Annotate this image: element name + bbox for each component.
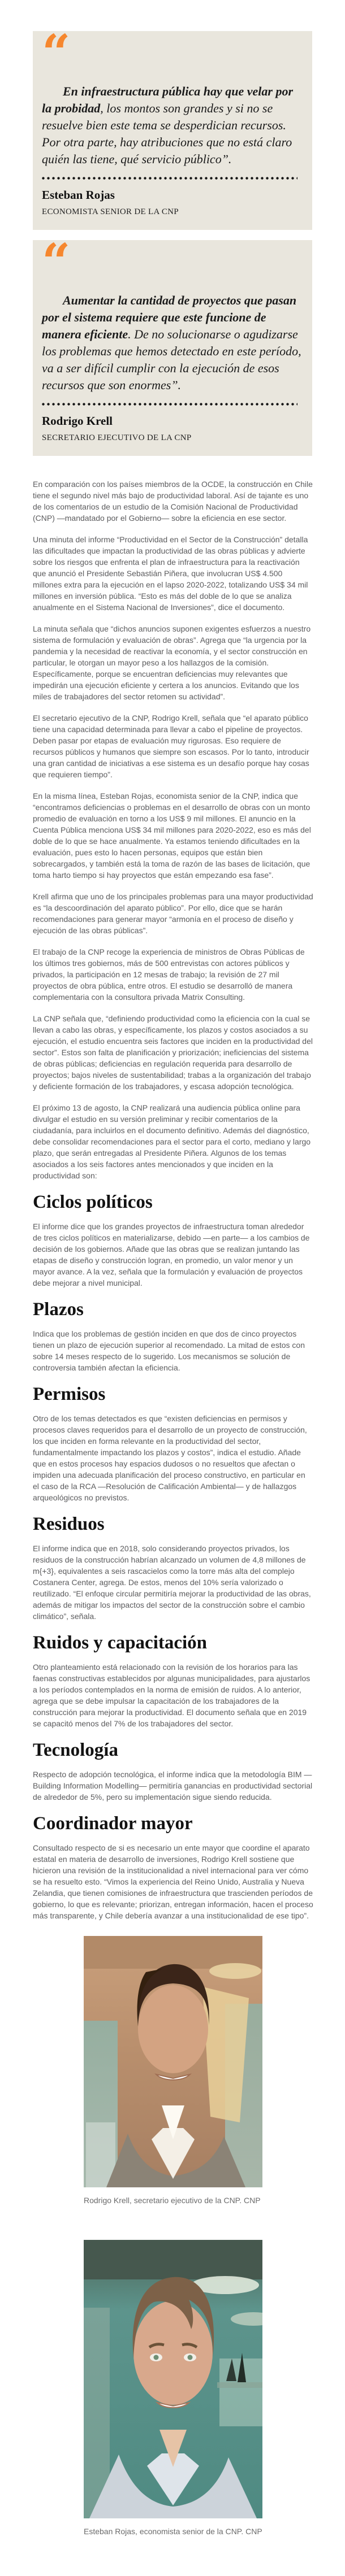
article-paragraph: Una minuta del informe “Productividad en el Sector de la Construcción” detalla las dificultades que impactan la productividad de las obras públicas y advierte sobre los riesgos que enfrenta el plan de infraestructura para la reactivación que anunció el Presidente Sebastián Piñera, que involucran US$ 4.500 millones extra para la ejecución en el lapso 2020-2022, totalizando US$ 34 mil millones en inversión pública. “Esto es más del doble de lo que se analiza anualmente en el Sistema Nacional de Inversiones”, dice el documento. [33,535,308,612]
dotted-separator [42,177,297,180]
article-paragraph: Krell afirma que uno de los principales problemas para una mayor productividad es “la descoordinación del aparato público”. Por ello, dice que se harán recomendaciones para generar mayor “armonía en el proceso de diseño y ejecución de las obras públicas”. [33,892,313,935]
pull-quote-card-esteban-rojas [33,23,312,230]
article-paragraph: Indica que los problemas de gestión inciden en que dos de cinco proyectos tienen un plazo de ejecución superior al recomendado. La mitad de estos con sobre 14 meses respecto de lo sugerido. Los mecanismos se solución de controversia también afectan la eficiencia. [33,1329,305,1372]
article-column [33,23,313,2537]
quote-icon: “ [42,23,68,82]
quote-text [42,292,303,394]
section-heading: Coordinador mayor [33,1813,193,1834]
figure-esteban-rojas [33,2240,313,2537]
figure-caption: Rodrigo Krell, secretario ejecutivo de la CNP. CNP [84,2196,261,2205]
article-paragraph: El secretario ejecutivo de la CNP, Rodrigo Krell, señala que “el aparato público tiene una capacidad determinada para llevar a cabo el pipeline de proyectos. Deben pasar por etapas de evaluación muy rigurosas. Eso requiere de recursos públicos y humanos que siempre son escasos. Por lo tanto, introducir una gran cantidad de iniciativas a ese sistema es un desafío porque hay cosas que requieren tiempo”. [33,713,309,779]
photo-esteban-rojas [84,2240,262,2518]
quote-text-bold: En infraestructura pública hay que velar por la probidad [42,84,294,115]
section-heading: Ruidos y capacitación [33,1633,208,1653]
pull-quote-card-rodrigo-krell [33,232,312,456]
section-heading: Plazos [33,1299,84,1320]
quote-author-role: ECONOMISTA SENIOR DE LA CNP [42,207,179,216]
quote-text [42,83,303,168]
quote-text-rest: , los montos son grandes y si no se resuelve bien este tema se desperdician recursos. Por otra parte, hay atribuciones que no está claro quién las tiene, qué servicio público”. [42,101,292,166]
portrait-photo-illustration [84,2240,262,2518]
article-paragraph: En la misma línea, Esteban Rojas, economista senior de la CNP, indica que “encontramos deficiencias o problemas en el desarrollo de obras con un monto promedio de evaluación en torno a los US$ 9 mil millones. El anuncio en la Cuenta Pública menciona US$ 34 mil millones para 2020-2022, eso es más del doble de lo que se hace anualmente. Ya estamos teniendo dificultades en la evaluación, pues esto lo hacen personas, equipos que están bien sobrecargados, y también está la toma de razón de las bases de licitación, que toma harto tiempo si hay proyectos que están empezando esa fase”. [33,791,311,880]
article-paragraph: La minuta señala que “dichos anuncios suponen exigentes esfuerzos a nuestro sistema de formulación y evaluación de obras”. Agrega que “la urgencia por la pandemia y la necesidad de reactivar la economía, y el sector construcción en particular, le otorgan un mayor peso a los hallazgos de la comisión. Específicamente, porque se encuentran deficiencias muy relevantes que impedirán una ejecución eficiente y certera a los anuncios. Evitando que los miles de trabajadores del sector retomen su actividad”. [33,624,311,701]
section-heading: Permisos [33,1384,106,1404]
figure-spacer [33,2206,313,2225]
article-paragraph: La CNP señala que, “definiendo productividad como la eficiencia con la cual se llevan a cabo las obras, y específicamente, los plazos y costos asociados a su ejecución, el estudio encuentra seis factores que inciden en la productividad del sector”. Estos son falta de planificación y priorización; ineficiencias del sistema de obras públicas; deficiencias en regulación requerida para desarrollo de proyectos; bajos niveles de sustentabilidad; trabas a la organización del trabajo y deficiente formación de los trabajadores, y escasa adopción tecnológica. [33,1014,313,1091]
article-paragraph: El informe dice que los grandes proyectos de infraestructura toman alrededor de tres ciclos políticos en materializarse, debido —en parte— a los cambios de decisión de los gobiernos. Añade que las obras que se realizan juntando las etapas de diseño y construcción logran, en promedio, un valor menor y un mayor avance. A la vez, señala que la formulación y evaluación de proyectos debe mejorar a nivel municipal. [33,1222,310,1287]
figure-caption: Esteban Rojas, economista senior de la CNP. CNP [84,2527,262,2536]
quote-text-bold: Aumentar la cantidad de proyectos que pasan por el sistema requiere que este funcione de manera eficiente [42,293,297,341]
section-heading: Tecnología [33,1740,118,1760]
portrait-photo-illustration [84,1936,262,2187]
article-paragraph: En comparación con los países miembros de la OCDE, la construcción en Chile tiene el segundo nivel más bajo de productividad laboral. Así de tajante es uno de los comentarios de un estudio de la Comisión Nacional de Productividad (CNP) —mandatado por el Gobierno— sobre la eficiencia en ese sector. [33,480,313,523]
quote-icon: “ [42,232,68,291]
article-paragraph: Otro planteamiento está relacionado con la revisión de los horarios para las faenas constructivas establecidos por algunas municipalidades, para ajustarlos a los períodos contemplados en la norma de emisión de ruidos. A lo anterior, agrega que se debe impulsar la capacitación de los trabajadores de la construcción para mejorar la productividad. El documento señala que en 2019 se capacitó menos del 7% de los trabajadores del sector. [33,1663,310,1728]
quote-author: Esteban Rojas [42,188,115,202]
article-body [33,478,313,1921]
quote-author-role: SECRETARIO EJECUTIVO DE LA CNP [42,433,192,442]
article-paragraph: Respecto de adopción tecnológica, el informe indica que la metodología BIM —Building Information Modelling— permitiría ganancias en productividad sectorial de alrededor de 5%, pero su implementación sigue siendo reducida. [33,1770,313,1802]
article-paragraph: Consultado respecto de si es necesario un ente mayor que coordine el aparato estatal en materia de desarrollo de inversiones, Rodrigo Krell sostiene que hicieron una revisión de la institucionalidad a nivel internacional para ver cómo se ha resuelto esto. “Vimos la experiencia del Reino Unido, Australia y Nueva Zelandia, que tienen comisiones de infraestructura que trascienden períodos de gobierno, lo que es relevante; priorizan, entregan información, hacen el proceso más transparente, y Chile debería avanzar a una institucionalidad de ese tipo”. [33,1843,313,1920]
section-heading: Residuos [33,1514,105,1534]
figure-rodrigo-krell [33,1936,313,2206]
quote-author: Rodrigo Krell [42,414,113,428]
article-paragraph: El próximo 13 de agosto, la CNP realizará una audiencia pública online para divulgar el estudio en su versión preliminar y recibir comentarios de la ciudadanía, para incluirlos en el documento definitivo. Además del diagnóstico, debe consolidar recomendaciones para el sector para el corto, mediano y largo plazo, que serán entregadas al Presidente Piñera. Algunos de los temas asociados a los seis factores antes mencionados y que inciden en la productividad son: [33,1103,311,1180]
quote-text-rest: . De no solucionarse o agudizarse los problemas que hemos detectado en este período, va a ser difícil cumplir con la ejecución de esos recursos que son enormes”. [42,327,301,392]
section-heading: Ciclos políticos [33,1192,153,1212]
article-paragraph: Otro de los temas detectados es que “existen deficiencias en permisos y procesos claves requeridos para el desarrollo de un proyecto de construcción, los que inciden en forma relevante en la productividad del sector, fundamentalmente impactando los plazos y costos”, indica el estudio. Añade que en estos procesos hay espacios dudosos o no resueltos que afectan o impiden una adecuada planificación del proceso constructivo, en particular en el caso de la RCA —Resolución de Calificación Ambiental— y de hallazgos arqueológicos no previstos. [33,1414,307,1502]
photo-rodrigo-krell [84,1936,262,2187]
article-paragraph: El informe indica que en 2018, solo considerando proyectos privados, los residuos de la construcción habrían alcanzado un volumen de 4,8 millones de m{+3}, equivalentes a seis rascacielos como la torre más alta del complejo Costanera Center, agrega. De estos, menos del 10% sería valorizado o reutilizado. “El enfoque circular permitiría mejorar la productividad de las obras, además de mitigar los impactos del sector de la construcción sobre el cambio climático”, señala. [33,1544,311,1621]
article-paragraph: El trabajo de la CNP recoge la experiencia de ministros de Obras Públicas de los últimos tres gobiernos, más de 500 entrevistas con actores públicos y privados, la participación en 12 mesas de trabajo; la revisión de 27 mil proyectos de obra pública, entre otros. El estudio se desarrolló de manera complementaria con la consultora privada Matrix Consulting. [33,947,305,1002]
dotted-separator [42,403,297,406]
